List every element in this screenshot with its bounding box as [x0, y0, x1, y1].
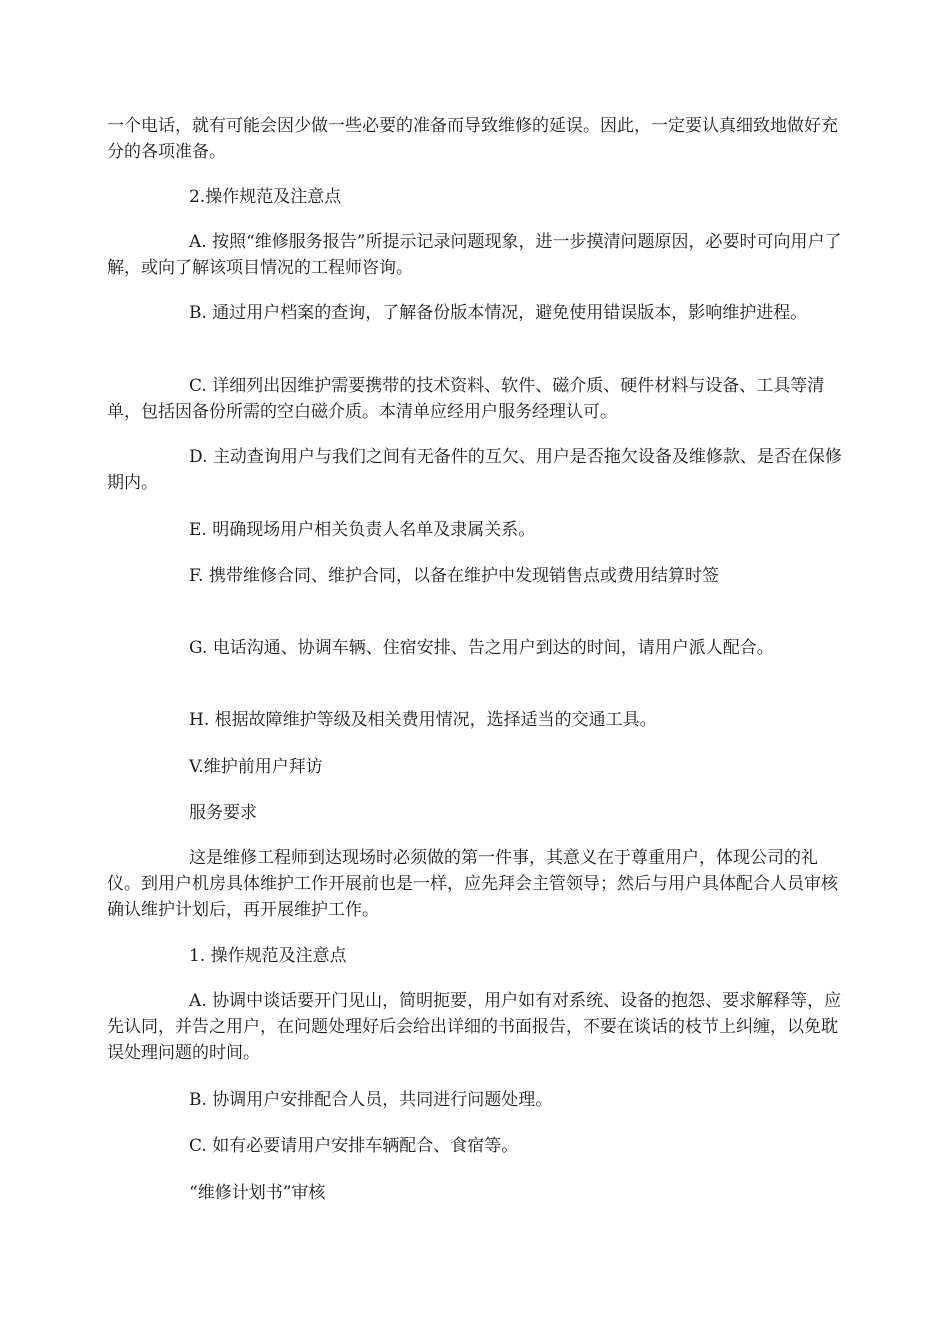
list-item-h: H. 根据故障维护等级及相关费用情况，选择适当的交通工具。: [189, 710, 657, 730]
list-item-b-2: B. 协调用户安排配合人员，共同进行问题处理。: [189, 1090, 553, 1110]
paragraph-visit-purpose: 这是维修工程师到达现场时必须做的第一件事，其意义在于尊重用户，体现公司的礼仪。到用户机房具体维护工作开展前也是一样，应先拜会主管领导；然后与用户具体配合人员审核确认维护计划后，再开展维护工作。: [107, 848, 838, 920]
paragraph-continuation: 一个电话，就有可能会因少做一些必要的准备而导致维修的延误。因此，一定要认真细致地做好充分的各项准备。: [107, 116, 838, 162]
list-item-b: B. 通过用户档案的查询，了解备份版本情况，避免使用错误版本，影响维护进程。: [189, 303, 808, 323]
heading-plan-review: “维修计划书”审核: [189, 1183, 326, 1203]
list-item-c: C. 详细列出因维护需要携带的技术资料、软件、磁介质、硬件材料与设备、工具等清单，包括因备份所需的空白磁介质。本清单应经用户服务经理认可。: [107, 376, 825, 422]
list-item-d: D. 主动查询用户与我们之间有无备件的互欠、用户是否拖欠设备及维修款、是否在保修期内。: [107, 447, 842, 493]
list-item-e: E. 明确现场用户相关负责人名单及隶属关系。: [189, 520, 536, 540]
list-item-a: A. 按照“维修服务报告”所提示记录问题现象，进一步摸清问题原因，必要时可向用户了解，或向了解该项目情况的工程师咨询。: [107, 232, 842, 278]
section-heading-visit: V.维护前用户拜访: [189, 757, 323, 777]
subheading-service-requirements: 服务要求: [189, 803, 257, 823]
list-item-f: F. 携带维修合同、维护合同，以备在维护中发现销售点或费用结算时签: [189, 566, 719, 586]
list-item-c-2: C. 如有必要请用户安排车辆配合、食宿等。: [189, 1136, 519, 1156]
heading-operation-norms: 2.操作规范及注意点: [189, 187, 342, 207]
list-item-a-2: A. 协调中谈话要开门见山，简明扼要，用户如有对系统、设备的抱怨、要求解释等，应先认同，并告之用户，在问题处理好后会给出详细的书面报告，不要在谈话的枝节上纠缠，以免耽误处理问题的时间。: [107, 991, 842, 1063]
list-item-g: G. 电话沟通、协调车辆、住宿安排、告之用户到达的时间，请用户派人配合。: [189, 638, 774, 658]
heading-operation-norms-1: 1. 操作规范及注意点: [189, 946, 347, 966]
